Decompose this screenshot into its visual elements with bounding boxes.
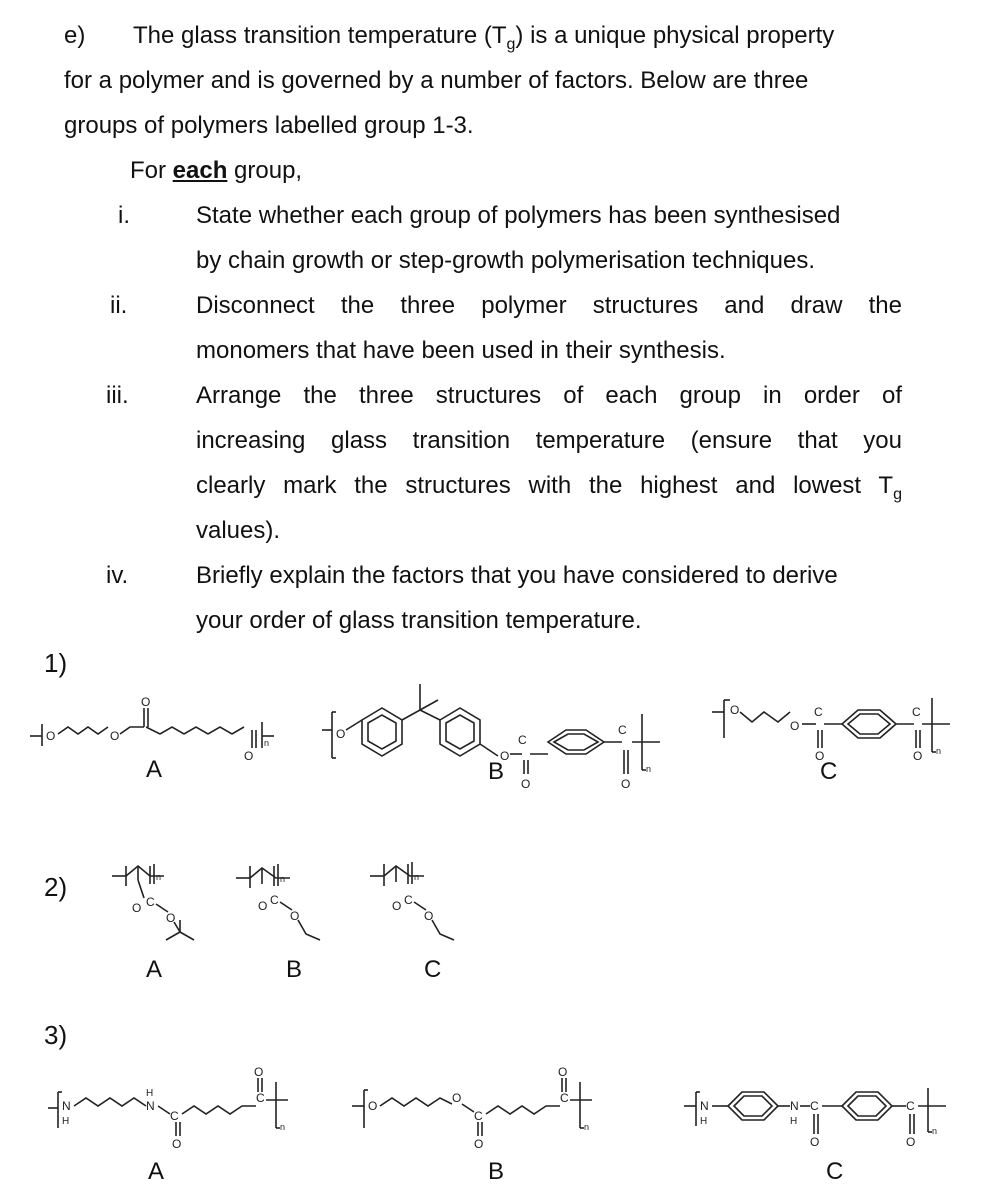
- item-i-line-1: State whether each group of polymers has been synthesised: [196, 202, 841, 229]
- atom-n: N: [790, 1099, 799, 1113]
- atom-n: n: [414, 872, 420, 882]
- item-iii-line-4: values).: [196, 517, 281, 544]
- group-2-structure-c: [370, 862, 454, 940]
- atom-o: O: [730, 703, 740, 717]
- group-1-label-c: C: [820, 758, 838, 785]
- atom-c: C: [906, 1099, 915, 1113]
- item-number-iii: iii.: [106, 382, 129, 409]
- item-iii-line-3-text: clearly mark the structures with the highest and lowest T: [196, 472, 894, 499]
- item-iii-line-2: increasing glass transition temperature (ensure that you: [196, 427, 902, 454]
- atom-o: O: [906, 1135, 916, 1149]
- group-3-structure-b: [352, 1065, 592, 1151]
- atom-c: C: [560, 1091, 569, 1105]
- group-1-label-a: A: [146, 756, 163, 783]
- atom-o: O: [172, 1137, 182, 1151]
- atom-o: O: [474, 1137, 484, 1151]
- atom-o: O: [521, 777, 531, 791]
- atom-n: n: [646, 764, 652, 774]
- atom-c: C: [146, 895, 155, 909]
- atom-o: O: [336, 727, 346, 741]
- intro-line-3: groups of polymers labelled group 1-3.: [64, 112, 474, 139]
- group-2-structure-a: [112, 864, 194, 940]
- atom-c: C: [810, 1099, 819, 1113]
- atom-c: C: [270, 893, 279, 907]
- group-2-label-c: C: [424, 956, 442, 983]
- atom-o: O: [392, 899, 402, 913]
- item-number-iv: iv.: [106, 562, 129, 589]
- atom-c: C: [404, 893, 413, 907]
- atom-n: n: [584, 1122, 590, 1132]
- atom-o: O: [166, 911, 176, 925]
- item-iii-line-1: Arrange the three structures of each group in order of: [196, 382, 902, 409]
- atom-h: H: [62, 1116, 70, 1127]
- atom-n: n: [280, 874, 286, 884]
- atom-o: O: [913, 749, 923, 763]
- atom-o: O: [46, 729, 56, 743]
- atom-c: C: [618, 723, 627, 737]
- atom-o: O: [815, 749, 825, 763]
- atom-n: n: [264, 738, 270, 748]
- atom-o: O: [424, 909, 434, 923]
- atom-o: O: [621, 777, 631, 791]
- atom-o: O: [254, 1065, 264, 1079]
- atom-c: C: [256, 1091, 265, 1105]
- for-prefix: For: [130, 157, 173, 184]
- atom-o: O: [141, 695, 151, 709]
- group-1-number: 1): [44, 648, 68, 678]
- atom-c: C: [814, 705, 823, 719]
- item-iv-line-1: Briefly explain the factors that you have considered to derive: [196, 562, 838, 589]
- atom-c: C: [518, 733, 527, 747]
- atom-n: N: [146, 1099, 155, 1113]
- group-2-label-a: A: [146, 956, 163, 983]
- group-3-structure-c: [684, 1088, 946, 1149]
- atom-o: O: [810, 1135, 820, 1149]
- group-3-label-b: B: [488, 1158, 505, 1185]
- part-letter: e): [64, 22, 86, 49]
- for-suffix: group,: [227, 157, 303, 184]
- atom-o: O: [500, 749, 510, 763]
- atom-n: n: [280, 1122, 286, 1132]
- tg-subscript-2: g: [893, 485, 902, 503]
- atom-c: C: [170, 1109, 179, 1123]
- group-2-label-b: B: [286, 956, 303, 983]
- group-3-number: 3): [44, 1020, 68, 1050]
- group-1-structure-b: [322, 684, 660, 791]
- atom-n: N: [700, 1099, 709, 1113]
- atom-c: C: [912, 705, 921, 719]
- item-i-line-2: by chain growth or step-growth polymerisation techniques.: [196, 247, 815, 274]
- item-iv-line-2: your order of glass transition temperature.: [196, 607, 642, 634]
- group-3-structure-a: [48, 1065, 288, 1151]
- atom-o: O: [258, 899, 268, 913]
- atom-c: C: [474, 1109, 483, 1123]
- atom-h: H: [146, 1088, 154, 1099]
- atom-n: n: [156, 872, 162, 882]
- item-number-i: i.: [118, 202, 130, 229]
- atom-n: n: [936, 746, 942, 756]
- group-1-label-b: B: [488, 758, 505, 785]
- atom-o: O: [110, 729, 120, 743]
- group-3-label-a: A: [148, 1158, 165, 1185]
- atom-o: O: [132, 901, 142, 915]
- group-1-structure-c: [712, 698, 950, 763]
- tg-subscript: g: [506, 35, 516, 53]
- atom-o: O: [290, 909, 300, 923]
- item-number-ii: ii.: [110, 292, 128, 319]
- intro-line-1-end: ) is a unique physical property: [515, 22, 835, 49]
- atom-h: H: [700, 1116, 708, 1127]
- each-emphasis: each: [172, 157, 228, 184]
- item-ii-line-2: monomers that have been used in their synthesis.: [196, 337, 726, 364]
- group-2-number: 2): [44, 872, 68, 902]
- group-1-structure-a: [30, 695, 274, 763]
- atom-n: N: [62, 1099, 71, 1113]
- intro-line-1-text: The glass transition temperature (T: [133, 22, 507, 49]
- intro-line-2: for a polymer and is governed by a number of factors. Below are three: [64, 67, 809, 94]
- atom-h: H: [790, 1116, 798, 1127]
- item-ii-line-1: Disconnect the three polymer structures and draw the: [196, 292, 902, 319]
- atom-o: O: [558, 1065, 568, 1079]
- group-3-label-c: C: [826, 1158, 844, 1185]
- atom-o: O: [790, 719, 800, 733]
- atom-o: O: [244, 749, 254, 763]
- atom-n: n: [932, 1126, 938, 1136]
- group-2-structure-b: [236, 864, 320, 940]
- atom-o: O: [368, 1099, 378, 1113]
- atom-o: O: [452, 1091, 462, 1105]
